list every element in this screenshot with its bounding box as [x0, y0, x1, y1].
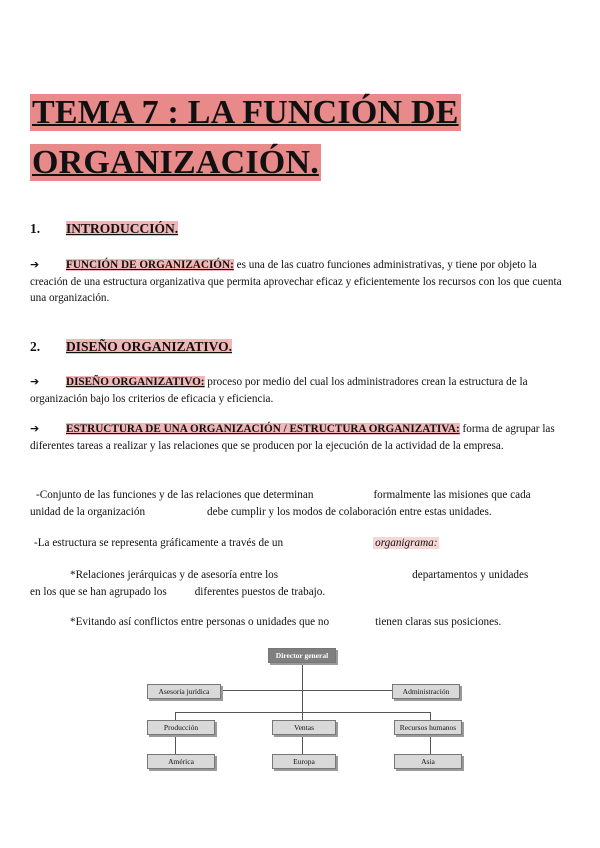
text-fragment: -La estructura se representa gráficamente a través de un: [34, 537, 284, 549]
paragraph-diseno-organizativo: [30, 374, 570, 407]
org-box-unit: América: [147, 754, 215, 769]
text-fragment: -Conjunto de las funciones y de las relaciones que determinan: [36, 489, 314, 501]
org-box-unit: Europa: [272, 754, 336, 769]
text-fragment: departamentos y unidades: [412, 569, 529, 581]
term-organigrama: organigrama:: [375, 537, 438, 549]
org-box-director: Director general: [268, 648, 336, 663]
paragraph-evitando: [30, 614, 570, 631]
org-box-department: Ventas: [272, 720, 336, 735]
title-line-2: ORGANIZACIÓN.: [32, 144, 319, 181]
section-heading-introduccion: [30, 221, 178, 237]
term-funcion-organizacion: FUNCIÓN DE ORGANIZACIÓN:: [66, 259, 234, 271]
paragraph-relaciones: [30, 567, 570, 600]
arrow-icon: ➔: [30, 422, 40, 435]
org-box-department: Producción: [147, 720, 215, 735]
definition-text: forma de agrupar las diferentes tareas a realizar y las relaciones que se producen por la ejecución de la actividad de la empresa.: [30, 423, 555, 452]
section-number: 1.: [30, 221, 41, 236]
section-number: 2.: [30, 339, 41, 354]
text-fragment: formalmente las misiones que cada: [373, 489, 531, 501]
text-fragment: unidad de la organización: [30, 505, 146, 518]
org-box-unit: Asia: [394, 754, 462, 769]
connector-line: [302, 659, 303, 759]
org-chart: [145, 645, 460, 770]
section-label: INTRODUCCIÓN.: [66, 221, 179, 236]
arrow-icon: ➔: [30, 258, 40, 271]
definition-text: proceso por medio del cual los administradores crean la estructura de la organización bajo los criterios de eficacia y eficiencia.: [30, 376, 528, 405]
term-estructura-organizativa: ESTRUCTURA DE UNA ORGANIZACIÓN / ESTRUCTURA ORGANIZATIVA:: [66, 423, 460, 435]
definition-text: es una de las cuatro funciones administrativas, y tiene por objeto la creación de una estructura organizativa que permita aprovechar eficaz y eficientemente los recursos con los que cuenta una organización.: [30, 259, 562, 304]
section-label: DISEÑO ORGANIZATIVO.: [66, 339, 233, 354]
org-box-department: Recursos humanos: [394, 720, 462, 735]
title-line-1: TEMA 7 : LA FUNCIÓN DE: [32, 94, 459, 131]
section-heading-diseno: [30, 339, 232, 355]
arrow-icon: ➔: [30, 375, 40, 388]
text-fragment: diferentes puestos de trabajo.: [194, 585, 326, 598]
org-box-staff: Asesoría jurídica: [147, 684, 221, 699]
paragraph-funcion-organizacion: [30, 257, 570, 307]
text-fragment: tienen claras sus posiciones.: [375, 616, 502, 628]
term-diseno-organizativo: DISEÑO ORGANIZATIVO:: [66, 376, 205, 388]
text-fragment: *Relaciones jerárquicas y de asesoría entre los: [70, 569, 279, 581]
paragraph-estructura: [30, 421, 570, 454]
page-title: [30, 88, 461, 188]
text-fragment: en los que se han agrupado los: [30, 585, 167, 598]
org-box-staff: Administración: [392, 684, 460, 699]
connector-line: [202, 690, 402, 691]
text-fragment: debe cumplir y los modos de colaboración entre estas unidades.: [207, 505, 492, 518]
paragraph-conjunto: [30, 487, 570, 520]
paragraph-organigrama: [30, 535, 570, 552]
connector-line: [175, 712, 430, 713]
text-fragment: *Evitando así conflictos entre personas o unidades que no: [70, 616, 330, 628]
